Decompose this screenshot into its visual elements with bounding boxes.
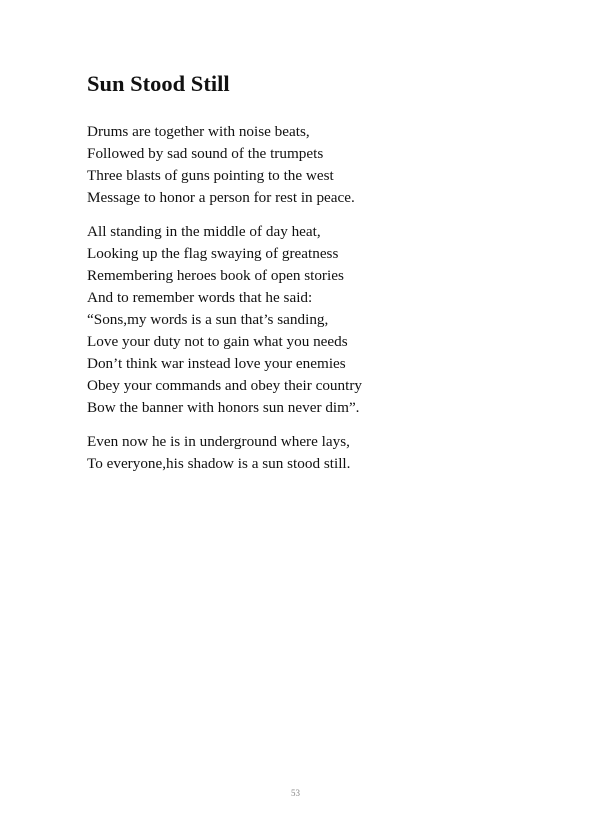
poem-line: Don’t think war instead love your enemies bbox=[87, 355, 346, 372]
poem-body bbox=[87, 121, 547, 487]
poem-line: Followed by sad sound of the trumpets bbox=[87, 145, 324, 162]
stanza-3 bbox=[87, 431, 547, 475]
poem-line: Even now he is in underground where lays, bbox=[87, 433, 350, 450]
stanza-2 bbox=[87, 221, 547, 419]
poem-line: Obey your commands and obey their country bbox=[87, 377, 362, 394]
poem-line: Three blasts of guns pointing to the west bbox=[87, 167, 334, 184]
poem-line: “Sons,my words is a sun that’s sanding, bbox=[87, 311, 329, 328]
page-number: 53 bbox=[291, 788, 300, 798]
poem-line: All standing in the middle of day heat, bbox=[87, 223, 321, 240]
poem-line: Bow the banner with honors sun never dim”. bbox=[87, 399, 360, 416]
poem-title: Sun Stood Still bbox=[87, 71, 230, 96]
poem-line: To everyone,his shadow is a sun stood still. bbox=[87, 455, 351, 472]
poem-line: Love your duty not to gain what you needs bbox=[87, 333, 348, 350]
poem-line: And to remember words that he said: bbox=[87, 289, 313, 306]
poem-line: Message to honor a person for rest in peace. bbox=[87, 189, 355, 206]
poem-line: Looking up the flag swaying of greatness bbox=[87, 245, 339, 262]
poem-line: Drums are together with noise beats, bbox=[87, 123, 310, 140]
poem-line: Remembering heroes book of open stories bbox=[87, 267, 344, 284]
stanza-1 bbox=[87, 121, 547, 209]
